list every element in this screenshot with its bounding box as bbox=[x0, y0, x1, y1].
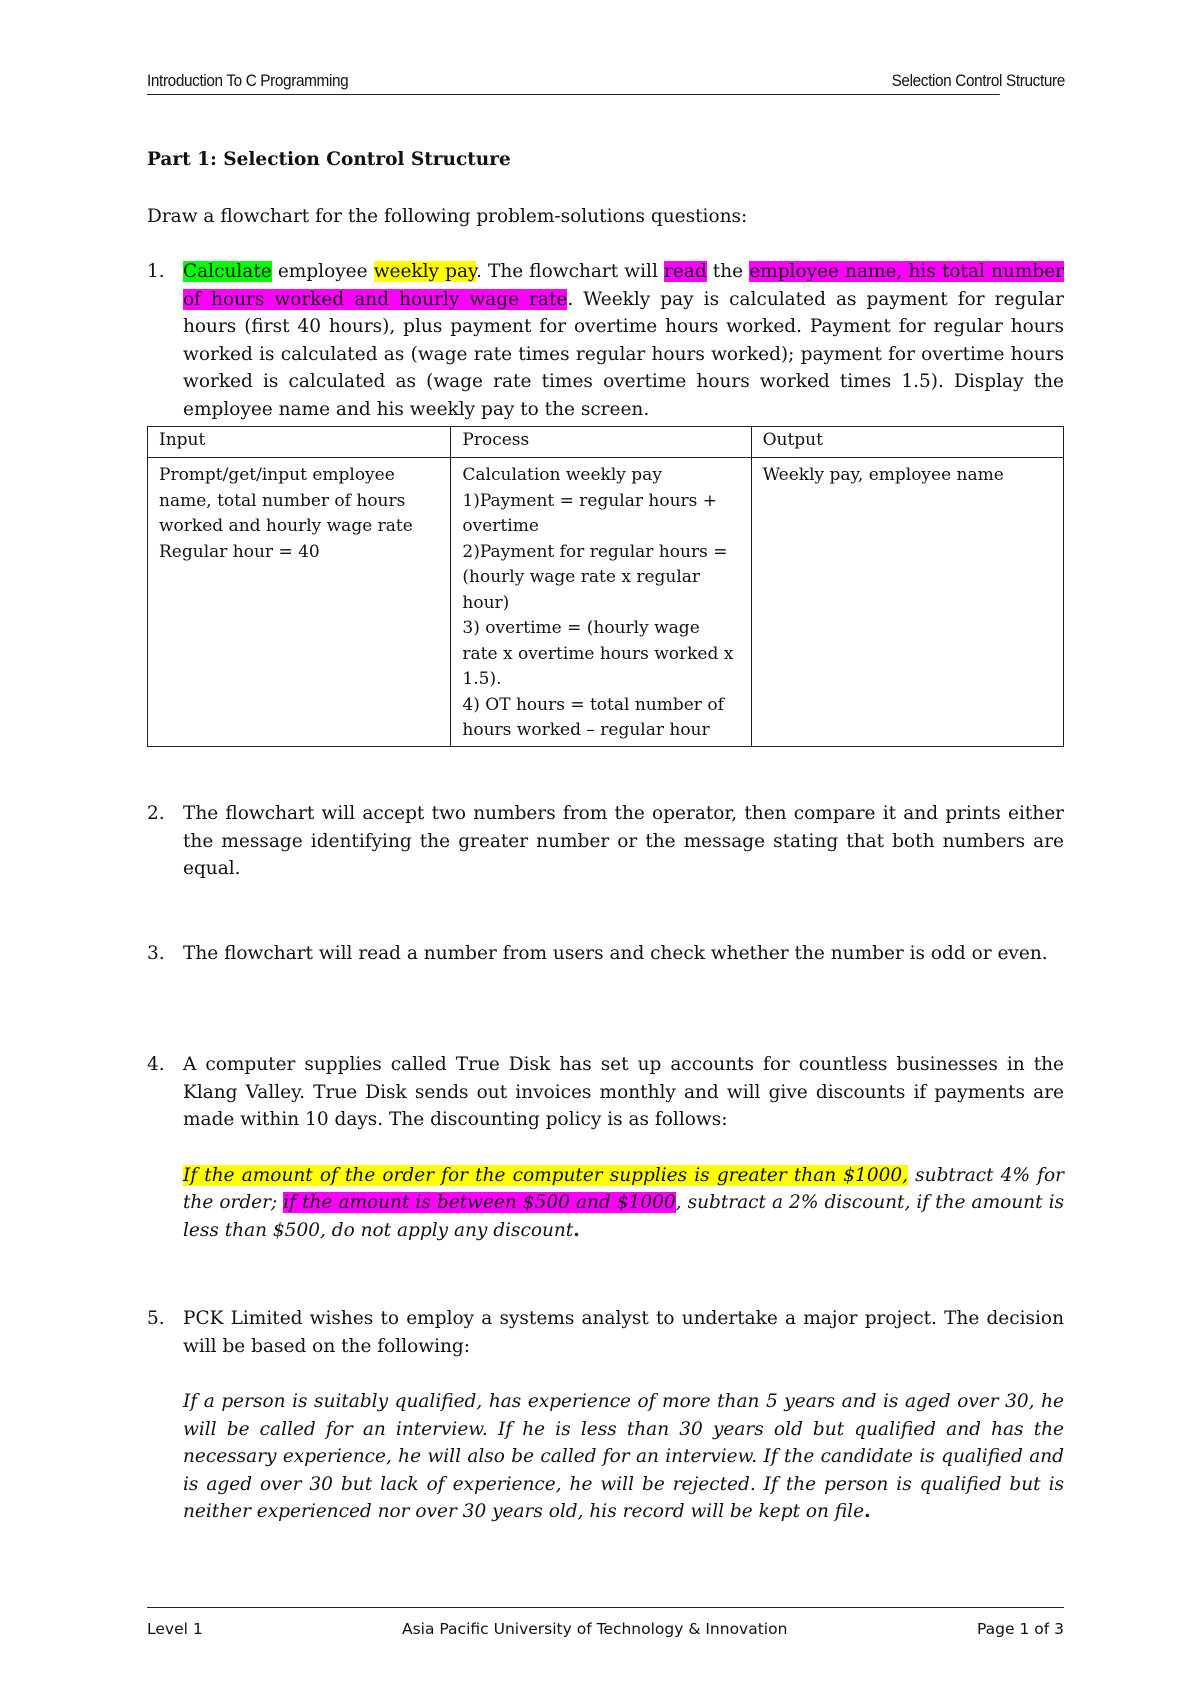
text-segment: . The flowchart will bbox=[475, 261, 665, 282]
page-footer bbox=[147, 1607, 1064, 1638]
question-5 bbox=[147, 1305, 1064, 1526]
intro-text: Draw a flowchart for the following problem-solutions questions: bbox=[147, 206, 748, 227]
question-1 bbox=[147, 258, 1064, 423]
table-header-row bbox=[148, 427, 1064, 458]
text-segment: employee bbox=[271, 261, 374, 282]
input-cell bbox=[148, 458, 451, 747]
cell-line: 4) OT hours = total number of bbox=[462, 694, 724, 715]
discount-policy bbox=[183, 1162, 1064, 1245]
cell-line: (hourly wage rate x regular bbox=[462, 567, 701, 587]
cell-line: name, total number of hours bbox=[159, 490, 406, 511]
cell-line: Prompt/get/input employee bbox=[159, 465, 395, 485]
question-5-text: PCK Limited wishes to employ a systems analyst to undertake a major project. The decision will be based on the following: bbox=[183, 1308, 1064, 1357]
question-2-text: The flowchart will accept two numbers from the operator, then compare it and prints either the message identifying the greater number or the message stating that both numbers are equal. bbox=[183, 803, 1064, 879]
cell-line: 1.5). bbox=[462, 669, 502, 689]
section-title: Part 1: Selection Control Structure bbox=[147, 149, 511, 170]
question-2 bbox=[147, 800, 1064, 883]
table-header-output: Output bbox=[751, 427, 1063, 458]
text-segment: If a person is suitably qualified, has experience of more than 5 years and is aged over 30, he will be called for an interview. If he is less than 30 years old but qualified and has the necessary experience, he will also be called for an interview. If the candidate is qualified and is aged over 30 but lack of experience, he will be rejected. If the person is qualified but is neither experienced nor over 30 years old, his record will be kept on file bbox=[183, 1391, 1064, 1522]
page-header bbox=[147, 70, 1065, 95]
highlight-magenta: employee name, his total number of hours worked and hourly wage rate bbox=[183, 261, 1065, 310]
cell-line: Regular hour = 40 bbox=[159, 541, 320, 562]
cell-line: worked and hourly wage rate bbox=[159, 516, 413, 536]
header-course-title: Introduction To C Programming bbox=[147, 72, 349, 90]
text-segment: the bbox=[706, 261, 750, 282]
ipo-table bbox=[147, 426, 1064, 747]
text-segment: . Weekly pay is calculated as payment for regular hours (first 40 hours), plus payment for overtime hours worked. Payment for regular hours worked is calculated as (wage rate times regular hours worked); payment for overtime hours worked is calculated as (wage rate times overtime hours worked times 1.5). Display the employee name and his weekly pay to the screen. bbox=[183, 288, 1064, 420]
cell-line: hours worked – regular hour bbox=[462, 720, 710, 740]
cell-line: rate x overtime hours worked x bbox=[462, 643, 734, 664]
text-segment: , subtract a 2% discount, if the amount is less than $500, do not apply any discount bbox=[183, 1192, 1064, 1241]
table-header-process: Process bbox=[451, 427, 751, 458]
cell-line: 3) overtime = (hourly wage bbox=[462, 618, 700, 638]
highlight-magenta: read bbox=[664, 261, 707, 282]
question-number: 3. bbox=[147, 943, 165, 964]
selection-rules bbox=[183, 1388, 1064, 1526]
footer-page-number: Page 1 of 3 bbox=[977, 1620, 1064, 1638]
highlight-yellow: If the amount of the order for the computer supplies is greater than $1000, bbox=[183, 1164, 909, 1186]
text-segment: subtract 4% for the order; bbox=[183, 1164, 1064, 1213]
question-1-text bbox=[183, 258, 1064, 423]
question-3 bbox=[147, 940, 1064, 968]
cell-line: 2)Payment for regular hours = bbox=[462, 541, 728, 562]
table-header-input: Input bbox=[148, 427, 451, 458]
question-number: 2. bbox=[147, 803, 165, 824]
question-3-text: The flowchart will read a number from users and check whether the number is odd or even. bbox=[183, 943, 1048, 964]
highlight-magenta: if the amount is between $500 and $1000 bbox=[283, 1192, 676, 1213]
highlight-green: Calculate bbox=[183, 261, 272, 282]
question-number: 1. bbox=[147, 261, 165, 282]
cell-line: Weekly pay, employee name bbox=[762, 465, 1004, 485]
question-number: 5. bbox=[147, 1308, 165, 1329]
text-segment: . bbox=[864, 1501, 871, 1522]
cell-line: 1)Payment = regular hours + bbox=[462, 490, 718, 511]
header-topic-title: Selection Control Structure bbox=[891, 72, 1065, 90]
cell-line: Calculation weekly pay bbox=[462, 465, 662, 485]
footer-level: Level 1 bbox=[147, 1620, 203, 1638]
table-row bbox=[148, 458, 1064, 747]
text-segment: . bbox=[573, 1219, 580, 1241]
question-4-text: A computer supplies called True Disk has set up accounts for countless businesses in the Klang Valley. True Disk sends out invoices monthly and will give discounts if payments are made within 10 days. The discounting policy is as follows: bbox=[183, 1054, 1064, 1130]
cell-line: overtime bbox=[462, 516, 539, 536]
question-4 bbox=[147, 1051, 1064, 1244]
footer-institution: Asia Pacific University of Technology & Innovation bbox=[402, 1620, 788, 1638]
process-cell bbox=[451, 458, 751, 747]
highlight-yellow: weekly pay bbox=[373, 261, 476, 282]
question-number: 4. bbox=[147, 1054, 165, 1075]
cell-line: hour) bbox=[462, 592, 510, 613]
output-cell bbox=[751, 458, 1063, 747]
